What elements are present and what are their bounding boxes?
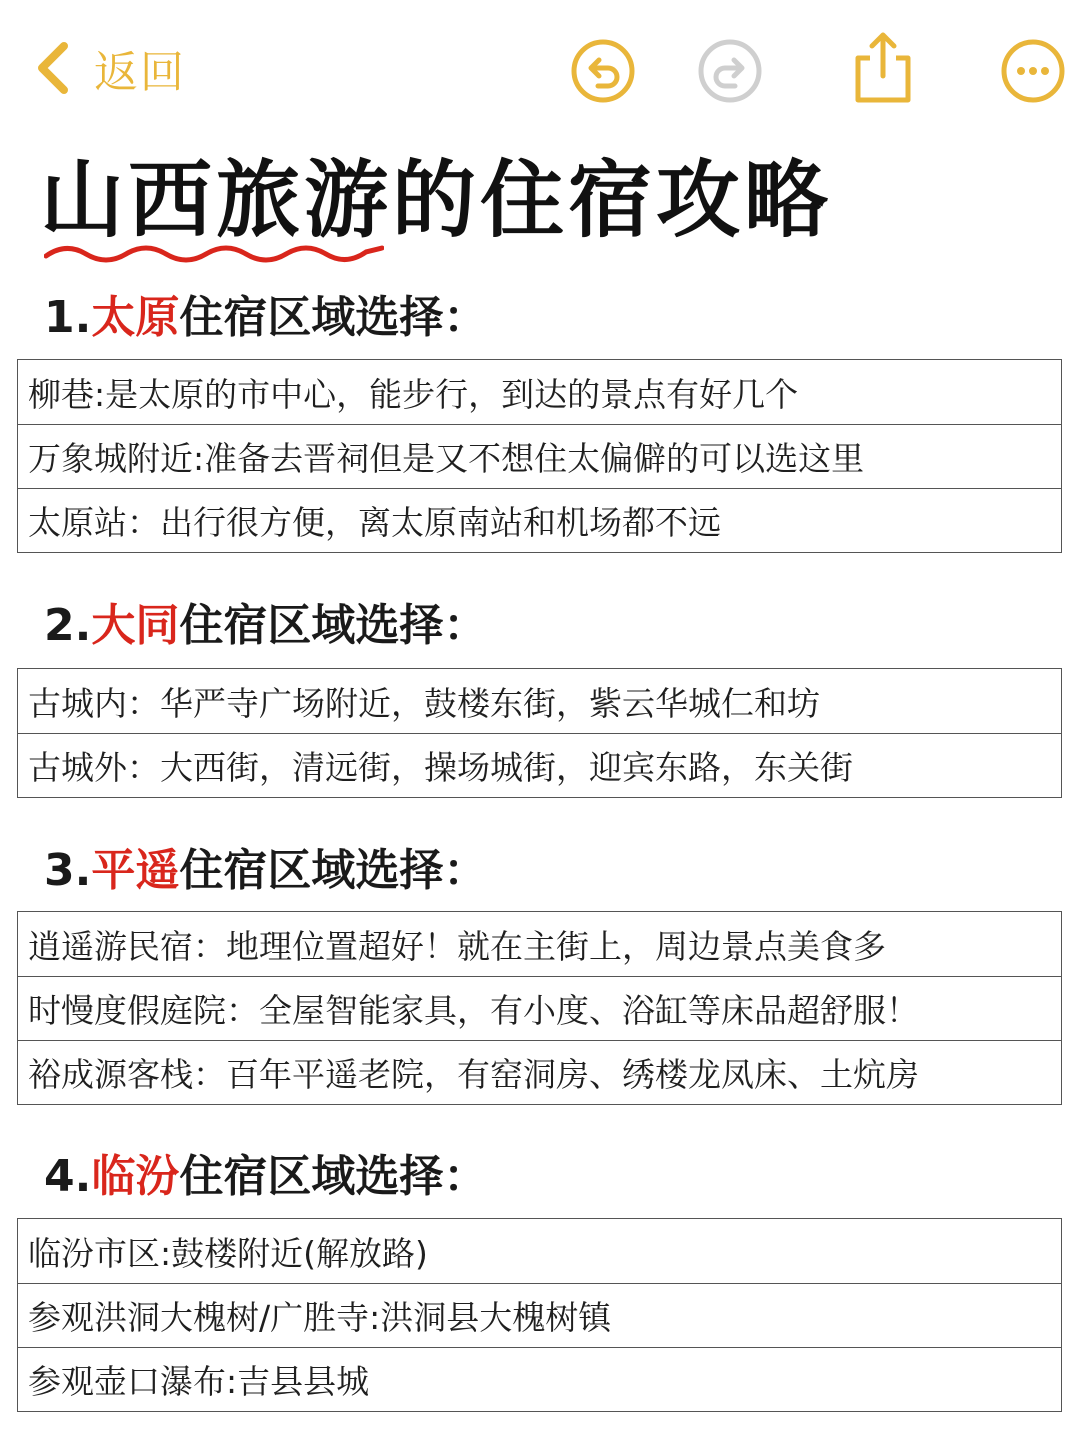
section-heading	[44, 290, 487, 346]
table-row: 万象城附近:准备去晋祠但是又不想住太偏僻的可以选这里	[18, 424, 1061, 488]
table-row: 古城内：华严寺广场附近，鼓楼东街，紫云华城仁和坊	[28, 683, 820, 723]
city-name: 大同	[91, 600, 180, 651]
table-row: 逍遥游民宿：地理位置超好！就在主街上，周边景点美食多	[28, 926, 886, 966]
section-heading	[44, 598, 487, 654]
section-heading-suffix: 住宿区域选择：	[179, 600, 488, 651]
info-table	[17, 1218, 1062, 1412]
chevron-left-icon	[30, 38, 80, 98]
back-button[interactable]	[30, 38, 186, 98]
table-row: 参观壶口瀑布:吉县县城	[18, 1347, 1061, 1411]
section-heading	[44, 1149, 487, 1205]
city-name: 平遥	[91, 845, 180, 896]
redo-button[interactable]	[697, 38, 763, 104]
section-heading-suffix: 住宿区域选择：	[179, 845, 488, 896]
city-name: 太原	[91, 292, 180, 343]
section-heading-suffix: 住宿区域选择：	[179, 1151, 488, 1202]
city-name: 临汾	[91, 1151, 180, 1202]
table-row: 时慢度假庭院：全屋智能家具，有小度、浴缸等床品超舒服！	[18, 976, 1061, 1040]
redo-icon	[697, 38, 763, 104]
section-number: 3.	[44, 845, 92, 896]
undo-button[interactable]	[570, 38, 636, 104]
more-icon	[1000, 38, 1066, 104]
more-button[interactable]	[1000, 38, 1066, 104]
table-row: 太原站：出行很方便，离太原南站和机场都不远	[18, 488, 1061, 552]
section-number: 2.	[44, 600, 92, 651]
share-button[interactable]	[850, 30, 916, 96]
table-row: 裕成源客栈：百年平遥老院，有窑洞房、绣楼龙凤床、土炕房	[18, 1040, 1061, 1104]
table-row: 临汾市区:鼓楼附近(解放路)	[28, 1233, 428, 1273]
info-table	[17, 911, 1062, 1105]
info-table	[17, 668, 1062, 798]
toolbar	[0, 0, 1080, 130]
section-number: 4.	[44, 1151, 92, 1202]
info-table	[17, 359, 1062, 553]
share-icon	[850, 30, 916, 106]
page-title: 山西旅游的住宿攻略	[40, 151, 833, 249]
wavy-underline	[44, 238, 384, 268]
back-label: 返回	[94, 47, 186, 98]
title-block	[40, 150, 832, 250]
section-heading-suffix: 住宿区域选择：	[179, 292, 488, 343]
table-row: 柳巷:是太原的市中心，能步行，到达的景点有好几个	[28, 374, 799, 414]
section-number: 1.	[44, 292, 92, 343]
section-heading	[44, 843, 487, 899]
table-row: 参观洪洞大槐树/广胜寺:洪洞县大槐树镇	[18, 1283, 1061, 1347]
table-row: 古城外：大西街，清远街，操场城街，迎宾东路，东关街	[18, 733, 1061, 797]
undo-icon	[570, 38, 636, 104]
